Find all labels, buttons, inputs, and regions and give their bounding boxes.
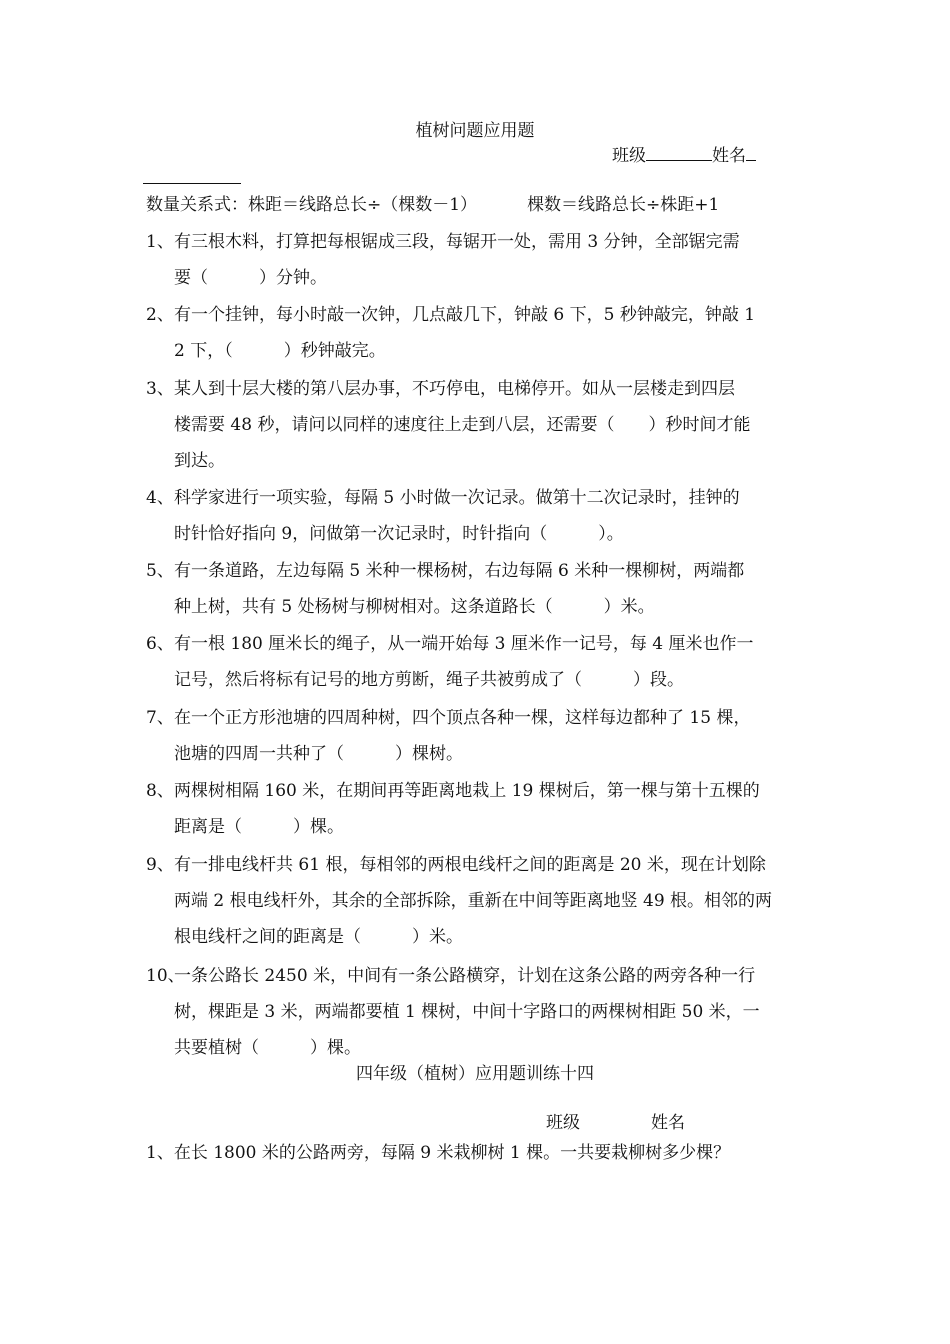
question-text-line: 时针恰好指向 9，问做第一次记录时，时针指向（ ）。	[174, 524, 624, 544]
question-text-line: 树，棵距是 3 米，两端都要植 1 棵树，中间十字路口的两棵树相距 50 米，一	[174, 1002, 760, 1022]
question-text-line: 有一排电线杆共 61 根，每相邻的两根电线杆之间的距离是 20 米，现在计划除	[174, 855, 766, 875]
question-text-line: 有一个挂钟，每小时敲一次钟，几点敲几下，钟敲 6 下，5 秒钟敲完，钟敲 1	[174, 305, 756, 325]
question-text-line: 有一根 180 厘米长的绳子，从一端开始每 3 厘米作一记号，每 4 厘米也作一	[174, 634, 754, 654]
formula-count: 棵数＝线路总长÷株距+1	[527, 195, 720, 215]
section2-question-1: 1、在长 1800 米的公路两旁，每隔 9 米栽柳树 1 棵。一共要栽柳树多少棵？	[146, 1143, 731, 1163]
name-blank[interactable]	[746, 142, 756, 161]
question-text-line: 科学家进行一项实验，每隔 5 小时做一次记录。做第十二次记录时，挂钟的	[174, 488, 740, 508]
question-text-line: 根电线杆之间的距离是（ ）米。	[174, 927, 463, 947]
question-text-line: 记号，然后将标有记号的地方剪断，绳子共被剪成了（ ）段。	[174, 670, 684, 690]
question-number: 10、	[146, 966, 185, 986]
question-text-line: 楼需要 48 秒，请问以同样的速度往上走到八层，还需要（ ）秒时间才能	[174, 415, 751, 435]
page-title: 植树问题应用题	[415, 121, 535, 141]
question-text-line: 在一个正方形池塘的四周种树，四个顶点各种一棵，这样每边都种了 15 棵，	[174, 708, 751, 728]
question-text-line: 共要植树（ ）棵。	[174, 1038, 361, 1058]
question-number: 6、	[146, 634, 174, 654]
question-text-line: 种上树，共有 5 处杨树与柳树相对。这条道路长（ ）米。	[174, 597, 655, 617]
question-number: 5、	[146, 561, 174, 581]
divider-line	[143, 183, 241, 184]
question-number: 4、	[146, 488, 174, 508]
question-number: 2、	[146, 305, 174, 325]
question-number: 9、	[146, 855, 174, 875]
name-label: 姓名	[712, 146, 746, 166]
question-text-line: 池塘的四周一共种了（ ）棵树。	[174, 744, 463, 764]
class-label-2: 班级	[546, 1113, 580, 1133]
question-text-line: 一条公路长 2450 米，中间有一条公路横穿，计划在这条公路的两旁各种一行	[174, 966, 756, 986]
question-text-line: 某人到十层大楼的第八层办事，不巧停电，电梯停开。如从一层楼走到四层	[174, 379, 735, 399]
question-text-line: 有一条道路，左边每隔 5 米种一棵杨树，右边每隔 6 米种一棵柳树，两端都	[174, 561, 745, 581]
class-name-row	[612, 141, 756, 166]
question-number: 7、	[146, 708, 174, 728]
question-text-line: 两端 2 根电线杆外，其余的全部拆除，重新在中间等距离地竖 49 根。相邻的两	[174, 891, 773, 911]
class-blank[interactable]	[646, 142, 712, 161]
question-text-line: 2 下，（ ）秒钟敲完。	[174, 341, 386, 361]
name-label-2: 姓名	[651, 1113, 685, 1133]
question-number: 1、	[146, 232, 174, 252]
question-text-line: 要（ ）分钟。	[174, 268, 327, 288]
question-number: 8、	[146, 781, 174, 801]
formula-spacing: 数量关系式：株距＝线路总长÷（棵数－1）	[146, 195, 478, 215]
section-subtitle: 四年级（植树）应用题训练十四	[356, 1064, 594, 1084]
question-number: 3、	[146, 379, 174, 399]
question-text-line: 距离是（ ）棵。	[174, 817, 344, 837]
class-label: 班级	[612, 146, 646, 166]
formula-row	[146, 190, 719, 215]
question-text-line: 到达。	[174, 451, 225, 471]
question-text-line: 两棵树相隔 160 米，在期间再等距离地栽上 19 棵树后，第一棵与第十五棵的	[174, 781, 760, 801]
question-text-line: 有三根木料，打算把每根锯成三段，每锯开一处，需用 3 分钟，全部锯完需	[174, 232, 740, 252]
